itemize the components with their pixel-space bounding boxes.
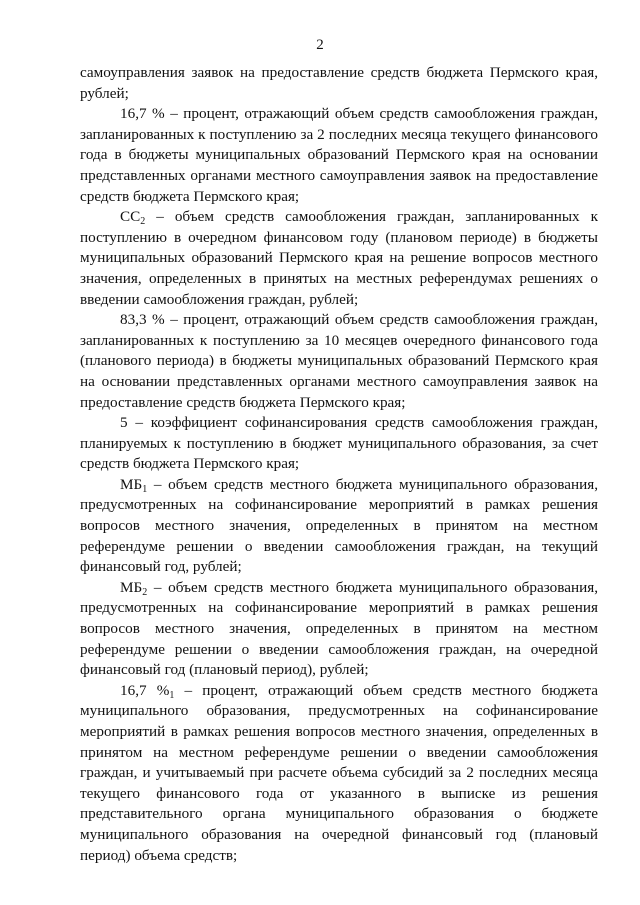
paragraph-8-lead: 16,7 % bbox=[120, 681, 170, 699]
page-number: 2 bbox=[316, 37, 324, 53]
paragraph-7 bbox=[80, 578, 598, 681]
paragraph-3-text: – объем средств самообложения граждан, запланированных к поступлению в очередном финансовом году (плановом периоде) в бюджеты муниципальных образований Пермского края на решение вопросов местного значения, определенных в принятых на местных референдумах решениях о введении самообложения граждан, рублей; bbox=[80, 208, 598, 308]
paragraph-1-text: самоуправления заявок на предоставление средств бюджета Пермского края, рублей; bbox=[80, 64, 598, 102]
paragraph-8-text: – процент, отражающий объем средств местного бюджета муниципального образования, предусмотренных на софинансирование мероприятий в рамках решения вопросов местного значения, определенных в принятом на местном референдуме решении о введении самообложения граждан, и учитываемый при расчете объема субсидий за 2 последних месяца текущего финансового года от указанного в выписке из решения представительного органа муниципального образования о бюджете муниципального образования на очередной финансовый год (плановый период) объема средств; bbox=[80, 681, 598, 864]
paragraph-8-subscript: 1 bbox=[169, 689, 175, 701]
paragraph-5-text: 5 – коэффициент софинансирования средств самообложения граждан, планируемых к поступлению в бюджет муниципального образования, за счет средств бюджета Пермского края; bbox=[80, 414, 598, 473]
paragraph-5 bbox=[80, 413, 598, 475]
paragraph-3-lead: СС bbox=[120, 208, 141, 226]
paragraph-4 bbox=[80, 310, 598, 413]
paragraph-6 bbox=[80, 475, 598, 578]
paragraph-8 bbox=[80, 681, 598, 866]
paragraph-7-text: – объем средств местного бюджета муниципального образования, предусмотренных на софинансирование мероприятий в рамках решения вопросов местного значения, определенных в принятом на местном референдуме решении о введении самообложения граждан, на очередной финансовый год (плановый период), рублей; bbox=[80, 578, 598, 679]
paragraph-3 bbox=[80, 207, 598, 310]
paragraph-6-text: – объем средств местного бюджета муниципального образования, предусмотренных на софинансирование мероприятий в рамках решения вопросов местного значения, определенных в принятом на местном референдуме решении о введении самообложения граждан, на текущий финансовый год, рублей; bbox=[80, 475, 598, 576]
paragraph-7-lead: МБ bbox=[120, 578, 143, 596]
paragraph-1 bbox=[80, 63, 598, 104]
paragraph-2 bbox=[80, 104, 598, 207]
document-body bbox=[80, 63, 598, 866]
paragraph-6-subscript: 1 bbox=[142, 483, 148, 495]
paragraph-3-subscript: 2 bbox=[140, 216, 146, 228]
paragraph-2-text: 16,7 % – процент, отражающий объем средств самообложения граждан, запланированных к поступлению за 2 последних месяца текущего финансового года в бюджеты муниципальных образований Пермского края на основании представленных органами местного самоуправления заявок на предоставление средств бюджета Пермского края; bbox=[80, 105, 598, 205]
paragraph-6-lead: МБ bbox=[120, 475, 143, 493]
paragraph-4-text: 83,3 % – процент, отражающий объем средств самообложения граждан, запланированных к поступлению за 10 месяцев очередного финансового года (планового периода) в бюджеты муниципальных образований Пермского края на основании представленных органами местного самоуправления заявок на предоставление средств бюджета Пермского края; bbox=[80, 311, 598, 411]
paragraph-7-subscript: 2 bbox=[142, 586, 148, 598]
